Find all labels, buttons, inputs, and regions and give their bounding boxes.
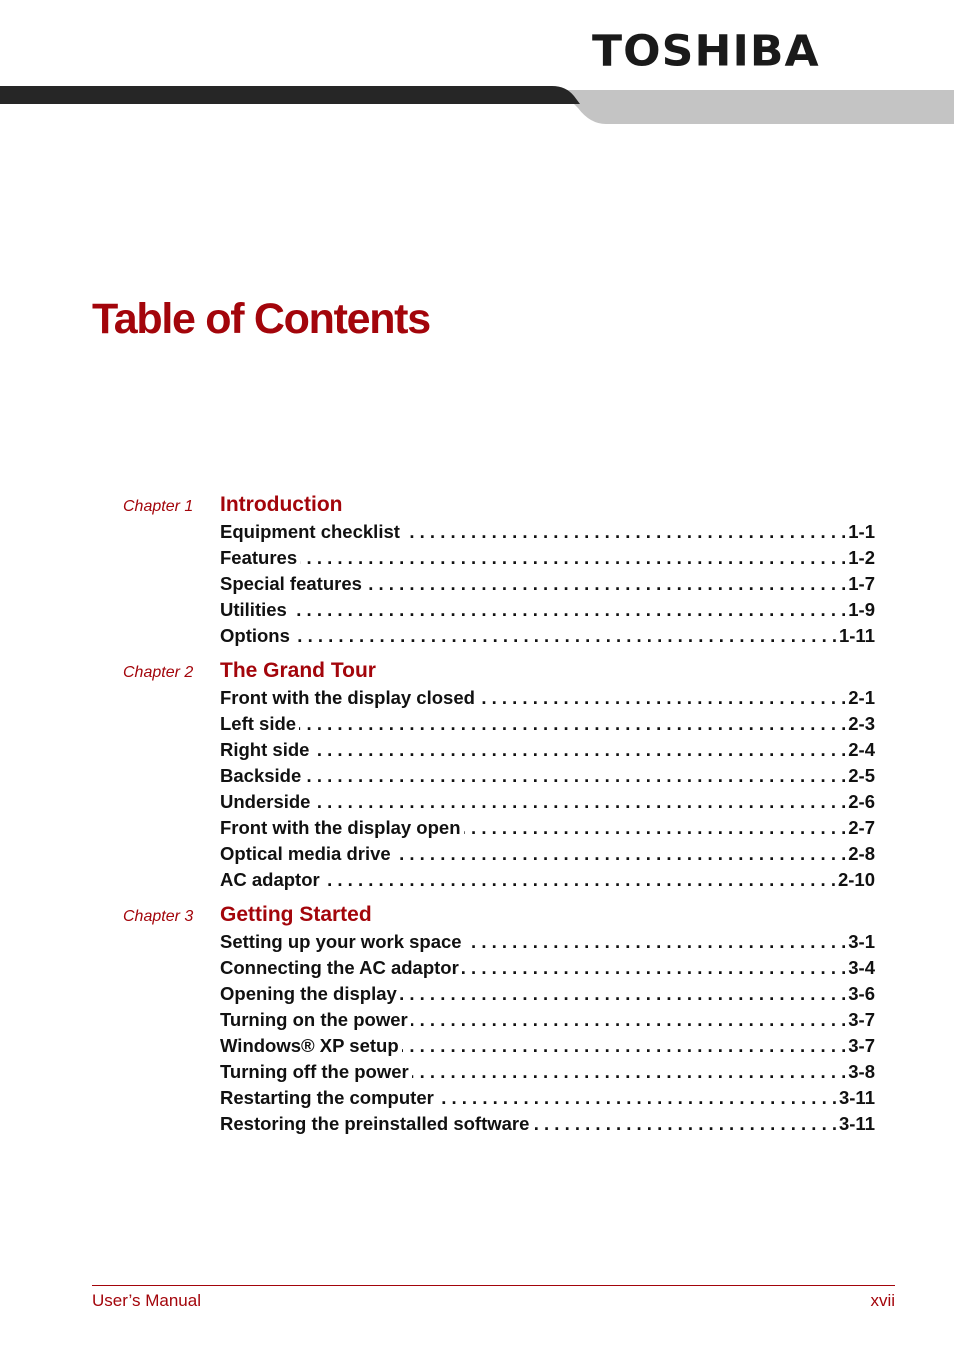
toc-entry-page-number: 2-4 — [848, 739, 875, 760]
dot-leader — [293, 623, 837, 649]
toc-chapter — [0, 491, 954, 649]
toc-entry-label: Opening the display — [220, 983, 397, 1004]
toc-chapter — [0, 901, 954, 1137]
toc-entry-label: Optical media drive — [220, 843, 391, 864]
toc-entry-link[interactable] — [220, 571, 875, 597]
toc-entry-link[interactable] — [220, 815, 875, 841]
toc-entry-label: Restarting the computer — [220, 1087, 434, 1108]
toc-entry-link[interactable] — [220, 685, 875, 711]
toc-entry-label: Restoring the preinstalled software — [220, 1113, 530, 1134]
dot-leader — [290, 597, 846, 623]
toc-entry-page-number: 2-3 — [848, 713, 875, 734]
header-light-bar — [560, 90, 954, 124]
dot-leader — [300, 545, 846, 571]
dot-leader — [403, 519, 846, 545]
chapter-title-link[interactable]: Introduction — [220, 493, 343, 516]
chapter-label: Chapter 3 — [123, 908, 194, 925]
toc-entry-page-number: 2-6 — [848, 791, 875, 812]
toc-entry-label: Turning on the power — [220, 1009, 408, 1030]
dot-leader — [437, 1085, 837, 1111]
toc-entry-page-number: 2-7 — [848, 817, 875, 838]
toc-entry-label: Left side — [220, 713, 297, 734]
toc-entry-link[interactable] — [220, 623, 875, 649]
toc-entry-page-number: 1-11 — [838, 625, 875, 646]
chapter-title-link[interactable]: The Grand Tour — [220, 659, 376, 682]
footer-page-number: xvii — [870, 1291, 895, 1310]
footer-divider — [92, 1285, 895, 1286]
toc-entry-link[interactable] — [220, 597, 875, 623]
toc-entry-label: AC adaptor — [220, 869, 320, 890]
dot-leader — [313, 789, 846, 815]
dot-leader — [465, 929, 847, 955]
toc-entry-label: Features — [220, 547, 298, 568]
toc-entry-label: Front with the display closed — [220, 687, 475, 708]
toc-entry-link[interactable] — [220, 1085, 875, 1111]
toc-entry-link[interactable] — [220, 1059, 875, 1085]
dot-leader — [304, 763, 846, 789]
toc-entry-page-number: 1-9 — [848, 599, 875, 620]
dot-leader — [323, 867, 836, 893]
toc-entry-link[interactable] — [220, 789, 875, 815]
toc-entry-label: Front with the display open — [220, 817, 461, 838]
toc-entry-label: Options — [220, 625, 290, 646]
toc-entry-page-number: 2-5 — [848, 765, 875, 786]
toc-entry-page-number: 3-1 — [848, 931, 875, 952]
toc-entry-label: Backside — [220, 765, 302, 786]
toc-chapter — [0, 657, 954, 893]
table-of-contents — [0, 491, 954, 1145]
toc-entry-label: Setting up your work space — [220, 931, 462, 952]
toc-entry-label: Turning off the power — [220, 1061, 409, 1082]
dot-leader — [462, 955, 846, 981]
toc-entry-page-number: 3-8 — [848, 1061, 875, 1082]
header-dark-bar — [0, 86, 580, 104]
toc-entry-page-number: 1-1 — [848, 521, 875, 542]
toc-entry-link[interactable] — [220, 981, 875, 1007]
toc-entry-page-number: 1-2 — [848, 547, 875, 568]
dot-leader — [365, 571, 846, 597]
dot-leader — [312, 737, 846, 763]
chapter-label: Chapter 2 — [123, 664, 194, 681]
footer-manual-title: User’s Manual — [92, 1291, 201, 1310]
toc-entry-page-number: 2-10 — [837, 869, 875, 890]
toc-entry-label: Windows® XP setup — [220, 1035, 399, 1056]
toc-entry-link[interactable] — [220, 545, 875, 571]
toc-entry-page-number: 3-6 — [848, 983, 875, 1004]
dot-leader — [402, 1033, 847, 1059]
toc-entry-link[interactable] — [220, 711, 875, 737]
toc-entry-page-number: 3-4 — [848, 957, 875, 978]
dot-leader — [464, 815, 847, 841]
brand-logo: TOSHIBA — [592, 25, 820, 76]
page-title: Table of Contents — [92, 295, 430, 343]
dot-leader — [299, 711, 846, 737]
toc-entry-link[interactable] — [220, 841, 875, 867]
dot-leader — [394, 841, 847, 867]
toc-entry-label: Equipment checklist — [220, 521, 400, 542]
toc-entry-label: Special features — [220, 573, 362, 594]
toc-entry-page-number: 3-7 — [848, 1035, 875, 1056]
header-banner — [0, 84, 954, 126]
toc-entry-link[interactable] — [220, 955, 875, 981]
toc-entry-page-number: 2-8 — [848, 843, 875, 864]
toc-entry-label: Connecting the AC adaptor — [220, 957, 459, 978]
toc-entry-link[interactable] — [220, 1007, 875, 1033]
dot-leader — [400, 981, 846, 1007]
dot-leader — [412, 1059, 847, 1085]
toc-entry-link[interactable] — [220, 737, 875, 763]
toc-entry-link[interactable] — [220, 763, 875, 789]
toc-entry-label: Right side — [220, 739, 310, 760]
toc-entry-label: Underside — [220, 791, 311, 812]
dot-leader — [532, 1111, 837, 1137]
toc-entry-link[interactable] — [220, 867, 875, 893]
toc-entry-page-number: 2-1 — [848, 687, 875, 708]
toc-entry-link[interactable] — [220, 1111, 875, 1137]
toc-entry-link[interactable] — [220, 1033, 875, 1059]
chapter-label: Chapter 1 — [123, 498, 194, 515]
toc-entry-link[interactable] — [220, 929, 875, 955]
dot-leader — [478, 685, 846, 711]
toc-entry-page-number: 3-11 — [838, 1087, 875, 1108]
toc-entry-link[interactable] — [220, 519, 875, 545]
dot-leader — [411, 1007, 847, 1033]
toc-entry-label: Utilities — [220, 599, 287, 620]
chapter-title-link[interactable]: Getting Started — [220, 903, 372, 926]
toc-entry-page-number: 3-7 — [848, 1009, 875, 1030]
toc-entry-page-number: 1-7 — [848, 573, 875, 594]
toc-entry-page-number: 3-11 — [838, 1113, 875, 1134]
